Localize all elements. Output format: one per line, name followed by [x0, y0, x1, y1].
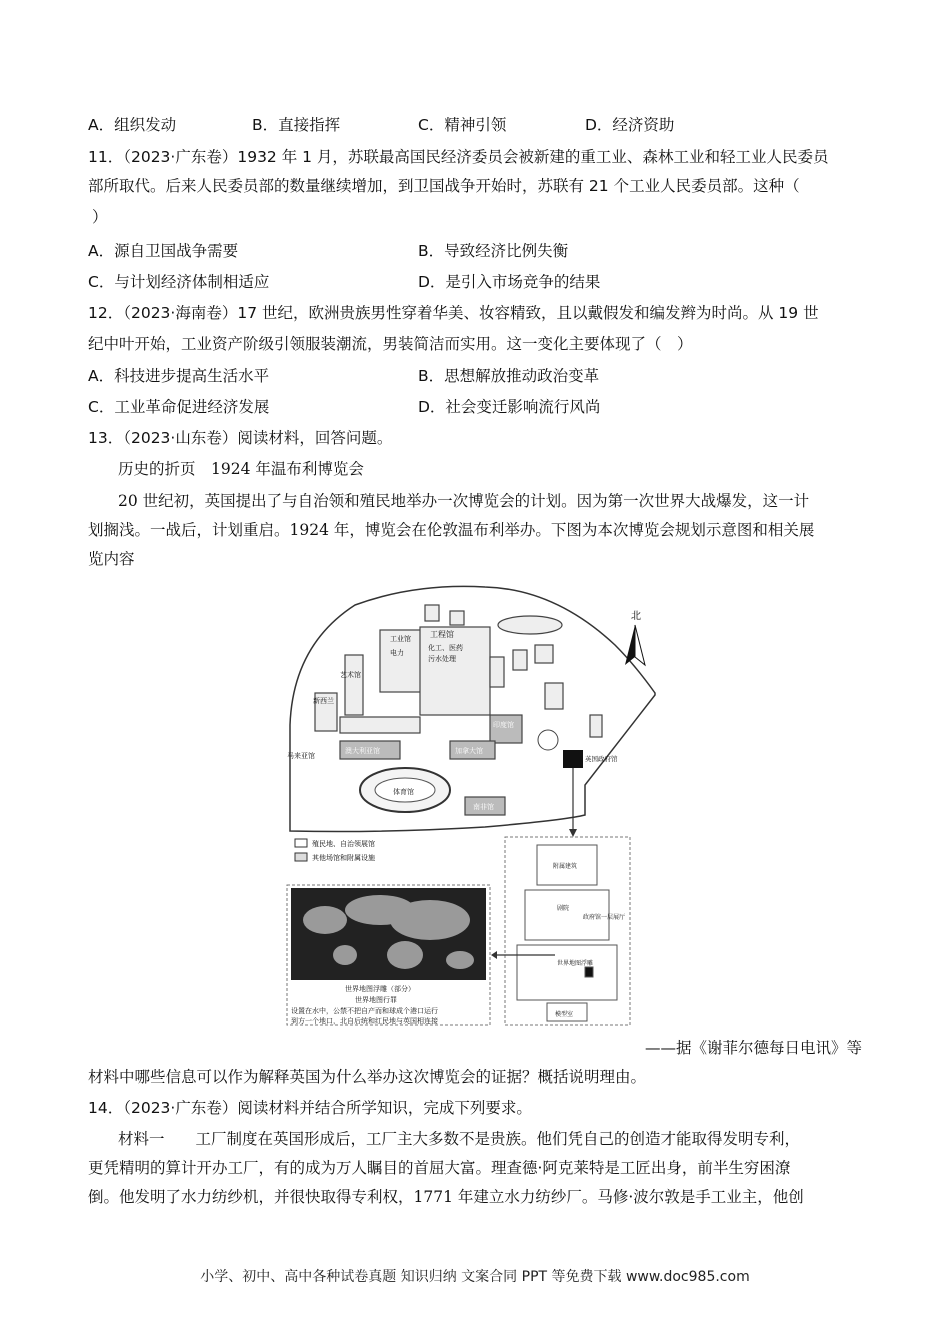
q13-para-line1: 20 世纪初，英国提出了与自治领和殖民地举办一次博览会的计划。因为第一次世界大战爆发，这一计	[118, 492, 810, 510]
label-art-hall: 艺术馆	[340, 671, 361, 679]
label-australia: 澳大利亚馆	[345, 747, 380, 755]
uk-government-hall	[563, 750, 583, 768]
exhibition-plan-map	[285, 575, 665, 1027]
label-power: 电力	[390, 649, 404, 657]
q10-option-b: B．直接指挥	[252, 116, 341, 134]
label-south-africa: 南非馆	[473, 803, 494, 811]
marker	[585, 967, 593, 977]
q10-option-c: C．精神引领	[418, 116, 507, 134]
q14-para-line1: 材料一 工厂制度在英国形成后，工厂主大多数不是贵族。他们凭自己的创造才能取得发明专利，	[118, 1130, 801, 1148]
label-annex: 附属建筑	[553, 863, 578, 870]
q14-para-line2: 更凭精明的算计开办工厂，有的成为万人瞩目的首屈大富。理查德·阿克莱特是工匠出身，前半生穷困潦	[88, 1159, 791, 1177]
page-footer: 小学、初中、高中各种试卷真题 知识归纳 文案合同 PPT 等免费下载 www.doc985.com	[200, 1269, 750, 1285]
dome	[538, 730, 558, 750]
label-chemical: 化工、医药	[428, 644, 463, 652]
label-gov-floor: 政府馆一层展厅	[583, 914, 626, 921]
q11-option-c: C．与计划经济体制相适应	[88, 273, 270, 291]
q13-subtitle: 历史的折页 1924 年温布利博览会	[118, 460, 364, 478]
q13-para-line3: 览内容	[88, 550, 135, 568]
lake	[498, 616, 562, 634]
engineering-hall	[420, 627, 490, 715]
legend-colony: 殖民地、自治领展馆	[312, 840, 375, 848]
q14-para-line3: 倒。他发明了水力纺纱机，并很快取得专利权，1771 年建立水力纺纱厂。马修·波尔敦是手工业主，他创	[88, 1188, 804, 1206]
q14-stem: 14．（2023·广东卷）阅读材料并结合所学知识，完成下列要求。	[88, 1099, 532, 1117]
building	[513, 650, 527, 670]
label-engineering-hall: 工程馆	[430, 630, 454, 639]
building	[545, 683, 563, 709]
legend-other: 其他场馆和附属设施	[312, 854, 375, 862]
q13-question: 材料中哪些信息可以作为解释英国为什么举办这次博览会的证据？概括说明理由。	[88, 1068, 647, 1086]
world-map-caption-body2: 到方一个地口，北自后统和红民地与英国相连接	[291, 1017, 438, 1025]
label-theatre: 剧院	[557, 905, 570, 912]
q12-option-d: D．社会变迁影响流行风尚	[418, 398, 601, 416]
label-india: 印度馆	[493, 721, 514, 729]
building	[590, 715, 602, 737]
label-uk-gov: 英国政府馆	[585, 755, 618, 763]
label-industry-hall: 工业馆	[390, 635, 411, 643]
q11-stem-line3: ）	[92, 208, 108, 226]
q11-option-a: A．源自卫国战争需要	[88, 242, 239, 260]
q13-para-line2: 划搁浅。一战后，计划重启。1924 年，博览会在伦敦温布利举办。下图为本次博览会规划示意图和相关展	[88, 521, 815, 539]
pavilion-row	[340, 717, 420, 733]
label-stadium: 体育馆	[393, 788, 414, 796]
q11-option-d: D．是引入市场竞争的结果	[418, 273, 601, 291]
q12-option-c: C．工业革命促进经济发展	[88, 398, 270, 416]
label-world-map: 世界地图浮雕	[557, 960, 594, 967]
north-label: 北	[631, 611, 641, 622]
building	[535, 645, 553, 663]
legend-swatch-other	[295, 853, 307, 861]
world-map-caption-title: 世界地图浮雕（部分）	[345, 985, 415, 993]
q10-option-d: D．经济资助	[585, 116, 675, 134]
label-sewage: 污水处理	[428, 655, 456, 663]
q12-stem-line2: 纪中叶开始，工业资产阶级引领服装潮流，男装简洁而实用。这一变化主要体现了（ ）	[88, 335, 693, 353]
label-malaya: 马来亚馆	[287, 752, 315, 760]
building	[425, 605, 439, 621]
q11-stem-line1: 11．（2023·广东卷）1932 年 1 月，苏联最高国民经济委员会被新建的重工业、森林工业和轻工业人民委员	[88, 148, 829, 166]
world-map-caption-sub: 世界地图行罪	[355, 996, 397, 1004]
q12-stem-line1: 12．（2023·海南卷）17 世纪，欧洲贵族男性穿着华美、妆容精致，且以戴假发和编发辫为时尚。从 19 世	[88, 304, 819, 322]
q10-option-a: A．组织发动	[88, 116, 177, 134]
q11-stem-line2: 部所取代。后来人民委员部的数量继续增加，到卫国战争开始时，苏联有 21 个工业人民委员部。这种（	[88, 177, 800, 195]
q11-option-b: B．导致经济比例失衡	[418, 242, 569, 260]
world-map-caption-body1: 设置在水中，公禁不把自产而和球成个港口运行	[291, 1007, 438, 1015]
q13-stem: 13．（2023·山东卷）阅读材料，回答问题。	[88, 429, 393, 447]
building	[490, 657, 504, 687]
q12-option-a: A．科技进步提高生活水平	[88, 367, 270, 385]
building	[450, 611, 464, 625]
art-hall	[345, 655, 363, 715]
q12-option-b: B．思想解放推动政治变革	[418, 367, 600, 385]
q13-source: ——据《谢菲尔德每日电讯》等	[644, 1039, 862, 1057]
label-canada: 加拿大馆	[455, 747, 483, 755]
legend-swatch-colony	[295, 839, 307, 847]
india-hall	[490, 715, 522, 743]
label-nz: 新西兰	[313, 697, 334, 705]
label-model-room: 模型室	[555, 1011, 574, 1018]
